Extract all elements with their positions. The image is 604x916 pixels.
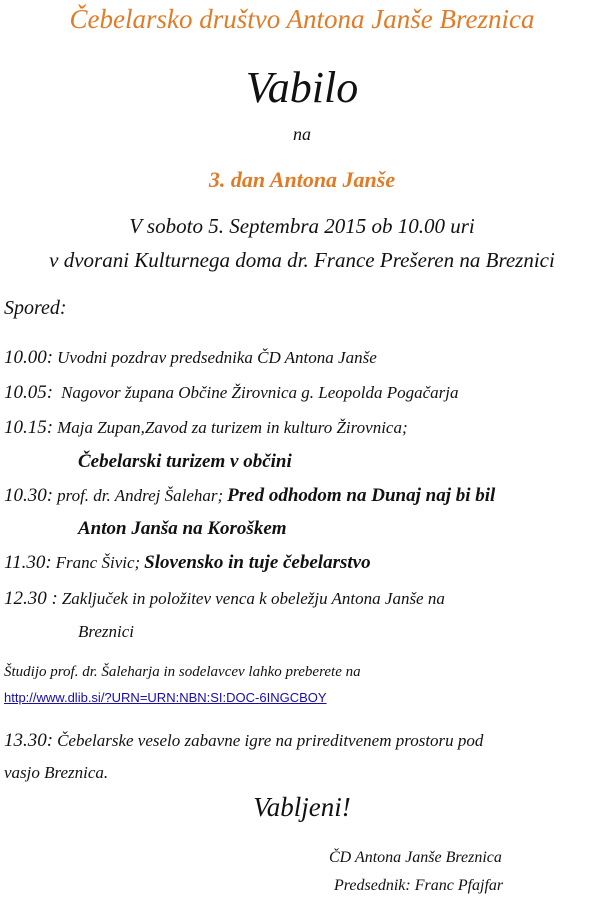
connector-text: na bbox=[293, 124, 311, 144]
program-time: 13.30: bbox=[4, 730, 54, 751]
program-item bbox=[4, 347, 377, 369]
program-talk-title-cont: Anton Janša na Koroškem bbox=[78, 518, 287, 539]
society-name: Čebelarsko društvo Antona Janše Breznica bbox=[69, 4, 535, 34]
program-text: Franc Šivic; bbox=[55, 553, 141, 572]
event-date: V soboto 5. Septembra 2015 ob 10.00 uri bbox=[129, 214, 475, 238]
program-item bbox=[4, 552, 371, 574]
program-item bbox=[4, 382, 459, 404]
program-text: Zaključek in položitev venca k obeležju Antona Janše na bbox=[61, 589, 445, 608]
program-item bbox=[4, 588, 445, 610]
program-time: 11.30: bbox=[4, 552, 52, 573]
program-time: 10.30: bbox=[4, 485, 54, 506]
program-time: 12.30 : bbox=[4, 588, 58, 609]
program-talk-title: Čebelarski turizem v občini bbox=[78, 451, 292, 472]
final-program-text-cont: vasjo Breznica. bbox=[4, 763, 109, 782]
program-item bbox=[4, 485, 495, 507]
program-text: Maja Zupan,Zavod za turizem in kulturo Žirovnica; bbox=[57, 418, 408, 437]
event-title: 3. dan Antona Janše bbox=[208, 167, 396, 192]
program-heading: Spored: bbox=[4, 297, 67, 319]
program-talk-title: Pred odhodom na Dunaj naj bi bil bbox=[227, 485, 496, 506]
study-note: Študijo prof. dr. Šaleharja in sodelavcev lahko preberete na bbox=[4, 664, 361, 680]
program-text: Uvodni pozdrav predsednika ČD Antona Janše bbox=[57, 348, 377, 367]
program-time: 10.00: bbox=[4, 347, 54, 368]
program-text: prof. dr. Andrej Šalehar; bbox=[57, 486, 224, 505]
program-item bbox=[4, 417, 408, 439]
closing-text: Vabljeni! bbox=[253, 792, 351, 822]
event-venue: v dvorani Kulturnega doma dr. France Prešeren na Breznici bbox=[49, 248, 555, 272]
program-time: 10.15: bbox=[4, 417, 54, 438]
program-text: Nagovor župana Občine Žirovnica g. Leopolda Pogačarja bbox=[61, 383, 459, 402]
signature-org: ČD Antona Janše Breznica bbox=[329, 849, 502, 866]
final-program-item bbox=[4, 730, 483, 752]
study-link[interactable]: http://www.dlib.si/?URN=URN:NBN:SI:DOC-6INGCBOY bbox=[4, 690, 327, 705]
signature-president: Predsednik: Franc Pfajfar bbox=[334, 877, 504, 894]
program-time: 10.05: bbox=[4, 382, 54, 403]
program-talk-title: Slovensko in tuje čebelarstvo bbox=[144, 552, 371, 573]
page-title: Vabilo bbox=[245, 63, 359, 112]
program-text-cont: Breznici bbox=[78, 622, 135, 641]
program-text: Čebelarske veselo zabavne igre na prireditvenem prostoru pod bbox=[57, 731, 484, 750]
